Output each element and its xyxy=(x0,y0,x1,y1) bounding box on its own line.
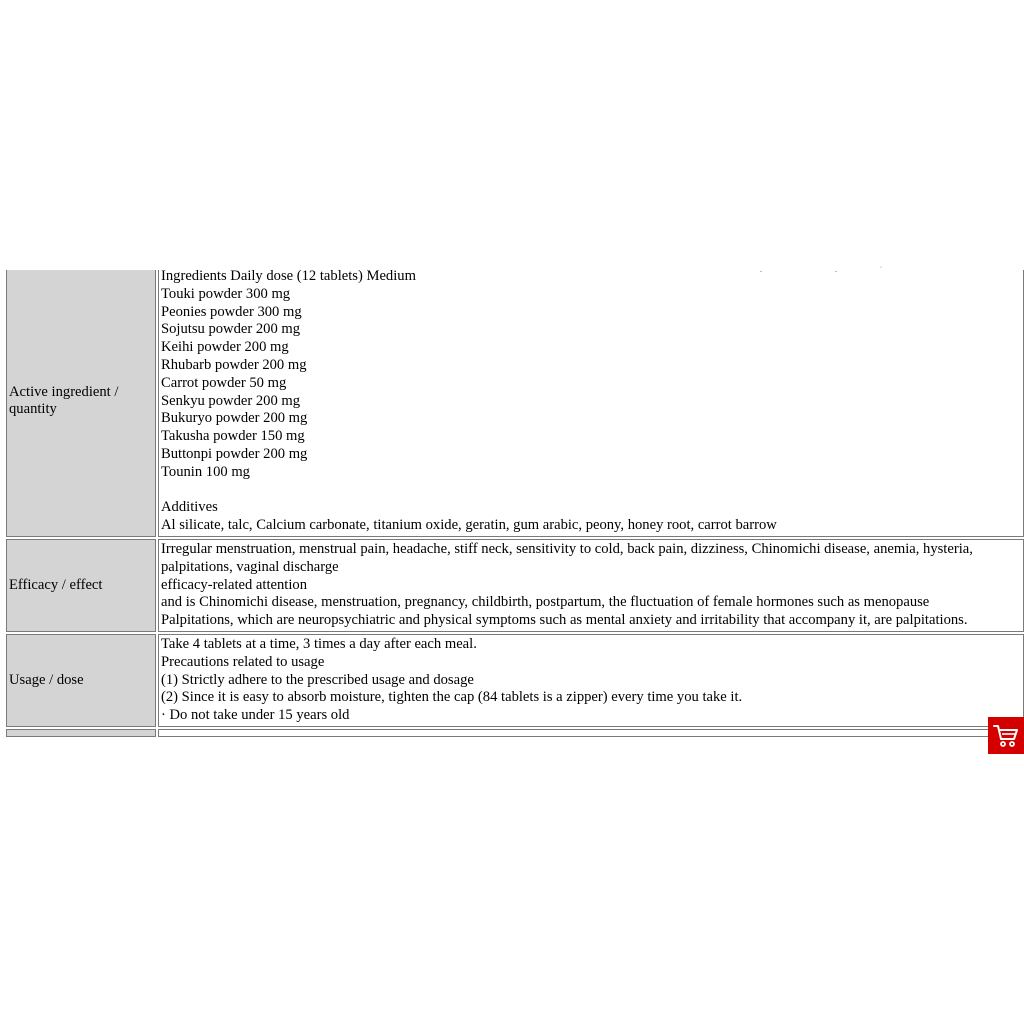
table-row-usage xyxy=(6,634,1024,727)
ingredient-line: Ingredients Daily dose (12 tablets) Medium xyxy=(161,270,416,284)
efficacy-line: efficacy-related attention xyxy=(161,576,307,593)
usage-line: (1) Strictly adhere to the prescribed usage and dosage xyxy=(161,671,474,688)
ingredient-line: Rhubarb powder 200 mg xyxy=(161,356,307,373)
row-label xyxy=(6,539,156,632)
row-label xyxy=(6,270,156,537)
usage-line: Take 4 tablets at a time, 3 times a day after each meal. xyxy=(161,635,477,652)
efficacy-line: and is Chinomichi disease, menstruation, pregnancy, childbirth, postpartum, the fluctuation of female hormones such as menopause xyxy=(161,594,930,611)
shopping-cart-icon xyxy=(993,724,1019,748)
row-value xyxy=(158,729,1024,737)
ingredient-line: Buttonpi powder 200 mg xyxy=(161,445,308,462)
usage-value xyxy=(158,634,1024,727)
product-spec-table xyxy=(4,270,1024,739)
table-row-cutoff xyxy=(6,729,1024,737)
ingredient-line: Keihi powder 200 mg xyxy=(161,339,289,356)
usage-line: Precautions related to usage xyxy=(161,653,325,670)
ingredients-label: Active ingredient / quantity xyxy=(9,383,119,418)
usage-line: (2) Since it is easy to absorb moisture, tighten the cap (84 tablets is a zipper) every time you take it. xyxy=(161,689,743,706)
ingredient-line: Peonies powder 300 mg xyxy=(161,303,302,320)
ingredient-line: Sojutsu powder 200 mg xyxy=(161,321,301,338)
efficacy-label: Efficacy / effect xyxy=(9,576,103,593)
additives-heading: Additives xyxy=(161,499,218,516)
ingredient-line: Bukuryo powder 200 mg xyxy=(161,410,308,427)
efficacy-line: Irregular menstruation, menstrual pain, headache, stiff neck, sensitivity to cold, back pain, dizziness, Chinomichi disease, anemia, hysteria, palpitations, vaginal discharge xyxy=(161,540,973,575)
table-row-efficacy xyxy=(6,539,1024,632)
decorative-mark: . xyxy=(835,265,837,274)
efficacy-line: Palpitations, which are neuropsychiatric and physical symptoms such as mental anxiety and irritability that accompany it, are palpitations. xyxy=(161,612,968,629)
ingredient-line: Senkyu powder 200 mg xyxy=(161,392,301,409)
usage-label: Usage / dose xyxy=(9,671,84,688)
usage-line: · Do not take under 15 years old xyxy=(161,707,350,724)
additives-list: Al silicate, talc, Calcium carbonate, titanium oxide, geratin, gum arabic, peony, honey root, carrot barrow xyxy=(161,517,777,534)
shopping-cart-button[interactable] xyxy=(988,717,1024,754)
decorative-mark: . xyxy=(760,265,762,274)
ingredient-line: Takusha powder 150 mg xyxy=(161,428,305,445)
efficacy-value xyxy=(158,539,1024,632)
spec-table-frame xyxy=(0,270,1024,754)
ingredient-line: Touki powder 300 mg xyxy=(161,285,291,302)
ingredients-value xyxy=(158,270,1024,537)
table-row-ingredients xyxy=(6,270,1024,537)
ingredient-line: Tounin 100 mg xyxy=(161,463,250,480)
row-label xyxy=(6,729,156,737)
row-label xyxy=(6,634,156,727)
ingredient-line: Carrot powder 50 mg xyxy=(161,374,287,391)
decorative-mark: ˙ xyxy=(878,265,883,274)
blank-line xyxy=(161,482,1021,500)
